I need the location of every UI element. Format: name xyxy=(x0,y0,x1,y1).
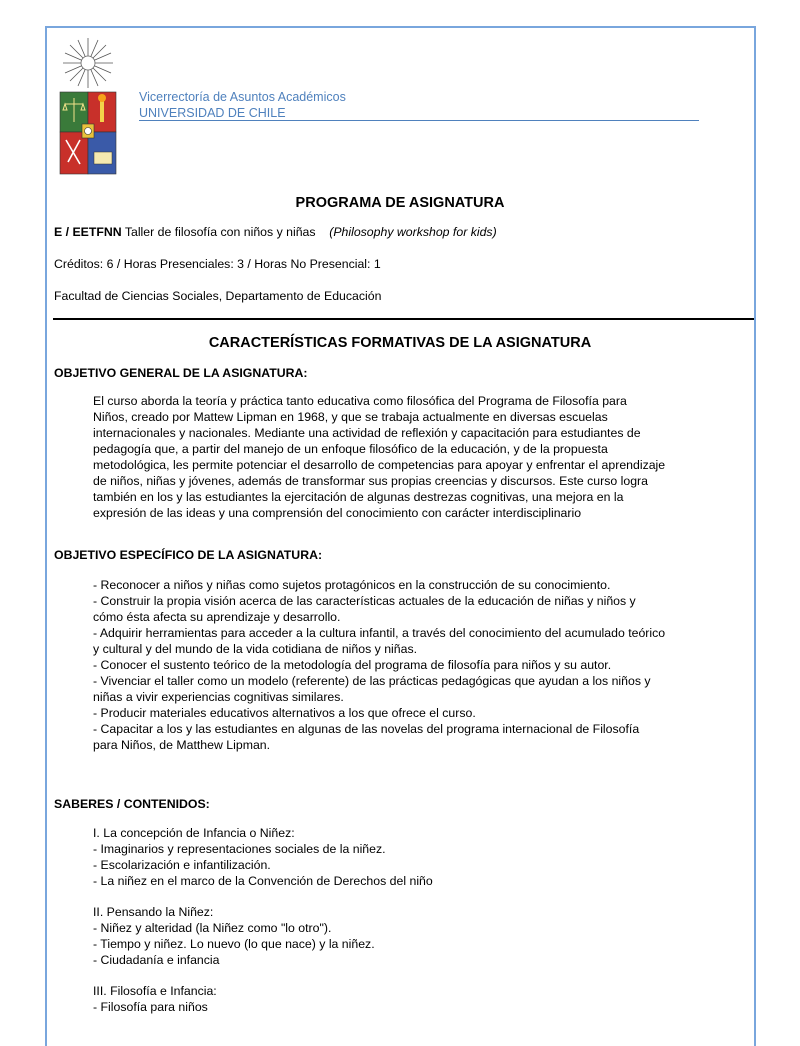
text-line: también en los y las estudiantes la ejercitación de algunas destrezas cognitivas, una mejora en la xyxy=(93,490,624,504)
list-item: - Conocer el sustento teórico de la metodología del programa de filosofía para niños y su autor. xyxy=(93,658,612,672)
header-divider xyxy=(139,120,699,121)
list-item: - Capacitar a los y las estudiantes en algunas de las novelas del programa internacional de Filosofía xyxy=(93,722,640,736)
specific-objective-heading: OBJETIVO ESPECÍFICO DE LA ASIGNATURA: xyxy=(54,548,323,562)
course-code: E / EETFNN xyxy=(54,225,122,239)
list-item: - Imaginarios y representaciones sociales de la niñez. xyxy=(93,842,386,856)
course-line xyxy=(54,225,497,239)
unit-title: I. La concepción de Infancia o Niñez: xyxy=(93,826,295,840)
list-item: - Filosofía para niños xyxy=(93,1000,208,1014)
faculty-line: Facultad de Ciencias Sociales, Departamento de Educación xyxy=(54,289,382,303)
course-name: Taller de filosofía con niños y niñas xyxy=(121,225,316,239)
text-line: Niños, creado por Mattew Lipman en 1968, y que se trabaja actualmente en diversas escuelas xyxy=(93,410,608,424)
list-item: - Ciudadanía e infancia xyxy=(93,953,220,967)
list-item: - Tiempo y niñez. Lo nuevo (lo que nace) y la niñez. xyxy=(93,937,375,951)
list-item: - Reconocer a niños y niñas como sujetos protagónicos en la construcción de su conocimiento. xyxy=(93,578,611,592)
section-title: CARACTERÍSTICAS FORMATIVAS DE LA ASIGNATURA xyxy=(208,335,592,351)
vice-rectorate-label: Vicerrectoría de Asuntos Académicos xyxy=(139,90,346,104)
header-institution xyxy=(139,89,346,121)
university-name: UNIVERSIDAD DE CHILE xyxy=(139,106,286,120)
text-line: de niños, niñas y jóvenes, además de transformar sus propias creencias y discursos. Este curso logra xyxy=(93,474,648,488)
general-objective-text xyxy=(93,393,733,521)
specific-objective-list xyxy=(93,577,743,753)
contents-heading: SABERES / CONTENIDOS: xyxy=(54,797,210,811)
list-item: para Niños, de Matthew Lipman. xyxy=(93,738,271,752)
list-item: - Adquirir herramientas para acceder a la cultura infantil, a través del conocimiento del acumulado teórico xyxy=(93,626,666,640)
text-line: metodológica, les permite potenciar el desarrollo de competencias para apoyar y enfrentar el aprendizaje xyxy=(93,458,666,472)
unit-title: III. Filosofía e Infancia: xyxy=(93,984,217,998)
course-name-english: (Philosophy workshop for kids) xyxy=(329,225,497,239)
text-line: internacionales y nacionales. Mediante una actividad de reflexión y capacitación para estudiantes de xyxy=(93,426,641,440)
list-item: niñas a vivir experiencias cognitivas similares. xyxy=(93,690,344,704)
book-icon xyxy=(94,152,112,164)
section-divider xyxy=(53,318,754,320)
page-title: PROGRAMA DE ASIGNATURA xyxy=(295,195,505,211)
contents-unit-2 xyxy=(93,904,743,968)
text-line: expresión de las ideas y una comprensión del conocimiento con carácter interdisciplinario xyxy=(93,506,582,520)
contents-unit-3 xyxy=(93,983,743,1015)
list-item: - Construir la propia visión acerca de las características actuales de la educación de niñas y niños y xyxy=(93,594,636,608)
university-coat-of-arms xyxy=(58,36,118,176)
list-item: y cultural y del mundo de la vida cotidiana de niños y niñas. xyxy=(93,642,418,656)
unit-title: II. Pensando la Niñez: xyxy=(93,905,214,919)
list-item: cómo ésta afecta su aprendizaje y desarrollo. xyxy=(93,610,341,624)
list-item: - Niñez y alteridad (la Niñez como "lo otro"). xyxy=(93,921,332,935)
list-item: - La niñez en el marco de la Convención de Derechos del niño xyxy=(93,874,433,888)
page-frame xyxy=(45,26,756,1046)
credits-line: Créditos: 6 / Horas Presenciales: 3 / Horas No Presencial: 1 xyxy=(54,257,381,271)
text-line: El curso aborda la teoría y práctica tanto educativa como filosófica del Programa de Filosofía para xyxy=(93,394,627,408)
eye-icon xyxy=(85,128,92,135)
list-item: - Producir materiales educativos alternativos a los que ofrece el curso. xyxy=(93,706,476,720)
list-item: - Vivenciar el taller como un modelo (referente) de las prácticas pedagógicas que ayudan a los niños y xyxy=(93,674,651,688)
list-item: - Escolarización e infantilización. xyxy=(93,858,271,872)
general-objective-heading: OBJETIVO GENERAL DE LA ASIGNATURA: xyxy=(54,366,308,380)
contents-unit-1 xyxy=(93,825,743,889)
text-line: pedagogía que, a partir del manejo de un enfoque filosófico de la educación, y de la propuesta xyxy=(93,442,608,456)
